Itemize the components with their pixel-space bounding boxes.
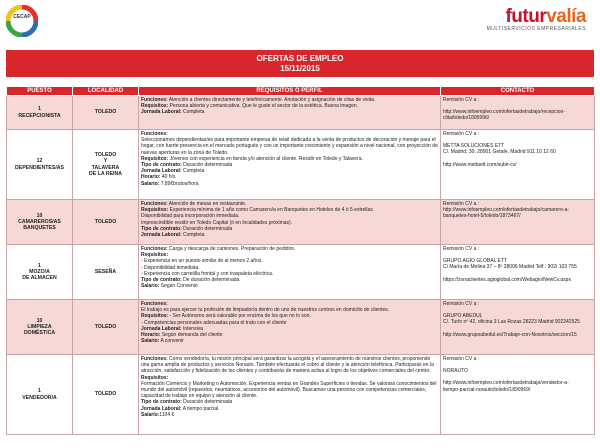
job-location-line: DE LA REINA (89, 170, 122, 177)
requirement-label: Funciones: (141, 97, 168, 103)
requirement-label: Salario: (141, 180, 160, 187)
table-row (7, 300, 595, 355)
requirement-line (141, 137, 438, 156)
requirement-line (141, 283, 438, 289)
contact-line: Remisión CV a : (443, 301, 480, 307)
requirement-text: Intensiva (181, 325, 203, 332)
contact-line: clita/toledo/1895996/ (443, 115, 490, 122)
contact-line: tiempo-parcial-norauto/toledo/1890969/ (443, 386, 531, 393)
requirement-text: Disponibilidad para incorporación inmediata. (141, 213, 240, 220)
job-position-line: 1 (38, 106, 41, 113)
job-location-line: TOLEDO (94, 323, 117, 330)
job-location-cell (73, 245, 139, 300)
requirement-label: Funciones: (141, 301, 168, 307)
requirement-line (141, 338, 438, 344)
requirement-label: Salario: (141, 411, 160, 418)
requirement-text: A tiempo parcial (181, 405, 219, 412)
job-location-line: TOLEDO (94, 218, 117, 225)
job-requirements-cell (139, 200, 441, 245)
job-position-line: 10 (36, 317, 43, 324)
requirement-label: Jornada Laboral: (141, 405, 182, 412)
requirement-label: Requisitos: (141, 374, 169, 381)
requirement-text: Persona abierta y comunicativa. Que le guste el sector de la estética. Buena imagen. (168, 103, 359, 110)
job-requirements-cell (139, 300, 441, 355)
requirement-label: Horario: (141, 332, 161, 339)
contact-line: GRUPO AGIO GLOBAL ETT (443, 258, 507, 265)
requirement-text: Duración determinada (181, 399, 233, 406)
requirement-text: Atención de mesas en restaurante. (167, 201, 247, 207)
contact-link[interactable]: http://www.grupoabedul.es/Trabaje-con-Nosotros/seccion/15 (443, 331, 577, 338)
job-position-line: DOMÉSTICA (23, 330, 56, 337)
requirement-text: Seleccionamos dependientas/es para importante empresa de retail dedicada a la venta de productos de decoración y menaje para el hogar, con fuerte presencia en el mercado portugués y con un importante crecimiento y expansión a nivel nacional, con proyección de nuevas aperturas en la zona de Toledo. (141, 137, 438, 156)
job-location-cell (73, 300, 139, 355)
header (0, 0, 600, 42)
job-position-line: 1 (38, 262, 41, 269)
requirement-text: Carga y descarga de camiones. Preparación de pedidos. (167, 246, 296, 252)
contact-line: Remisión CV a : (443, 356, 480, 362)
contact-line: banquetes-hotel-5/toledo/1873467/ (443, 213, 521, 220)
contact-line: Remisión CV a : (443, 201, 480, 207)
job-position-line: BANQUETES (23, 225, 56, 232)
requirement-text: 1104 € (159, 411, 175, 418)
table-header-row (7, 87, 595, 96)
table-row (7, 245, 595, 300)
requirement-text: Según Convenio (159, 283, 198, 290)
requirement-label: Salario: (141, 338, 160, 345)
contact-link[interactable]: http://www.infoempleo.com/ofertasdetrabajo/recepcion- (443, 109, 566, 116)
job-requirements-cell (139, 245, 441, 300)
header-localidad: LOCALIDAD (73, 87, 139, 96)
requirement-text: De duración determinada (181, 277, 240, 284)
requirement-label: Tipo de contrato: (141, 399, 182, 406)
cecap-logo-text: CECAP (13, 14, 31, 20)
requirement-label: Tipo de contrato: (141, 277, 182, 284)
job-location-line: TOLEDO (94, 152, 117, 159)
contact-line: NORAUTO (443, 368, 468, 375)
job-offers-table (6, 86, 595, 435)
job-position-line: RECEPCIONISTA (18, 112, 61, 119)
contact-line: Remisión CV a : (443, 246, 480, 252)
brand-name: futurvalía (505, 6, 586, 27)
requirement-text: Atención a clientes directamente y telefónicamente. Anotación y asignación de citas de visita. (167, 97, 376, 103)
job-position-line: DE ALMACEN (22, 275, 57, 282)
contact-link[interactable]: http://www.infoempleo.com/ofertasdetrabajo/vendedor-a- (443, 380, 569, 387)
requirement-line (141, 181, 438, 187)
job-position-line: 1 (38, 388, 41, 395)
requirement-label: Funciones: (141, 246, 168, 252)
requirement-text: Experiencia mínima de 1 año como Camarero/a en Banquetes en Hoteles de 4 ó 5 estrellas. (168, 207, 375, 214)
contact-link[interactable]: http://www.infoempleo.com/ofertasdetrabajo/camarero-a- (443, 207, 569, 214)
requirement-label: Funciones: (141, 356, 168, 362)
job-location-cell (73, 200, 139, 245)
job-location-cell (73, 355, 139, 435)
requirement-label: Requisitos: (141, 207, 169, 214)
table-row (7, 130, 595, 200)
job-contact-cell (441, 96, 595, 130)
requirement-text: - Disponibilidad inmediata. (141, 264, 200, 271)
requirement-text: - Experiencia en un puesto similar de al menos 2 años. (141, 258, 263, 265)
requirement-text: - Ser Autónomo será valorable por encima de los que no lo son. (168, 313, 311, 320)
job-contact-cell (441, 130, 595, 200)
job-location-cell (73, 130, 139, 200)
contact-link[interactable]: http://www.mettaett.com/subir-cv/ (443, 161, 517, 168)
job-position-line: MOZO/A (29, 268, 50, 275)
table-row (7, 200, 595, 245)
contact-line: C/. Turín nº 42, oficina 3 Las Rozas 28223 Madrid 902242525 (443, 319, 580, 326)
job-contact-cell (441, 245, 595, 300)
job-position-cell (7, 300, 73, 355)
header-requisitos: REQUISITOS O PERFIL (139, 87, 441, 96)
requirement-text: Completa (181, 232, 205, 239)
requirement-text: Completa (181, 168, 205, 175)
brand-subtitle: MULTISERVICIOS EMPRESARIALES (486, 26, 586, 32)
requirement-text: Formación Comercio y Marketing o Automoción. Experiencia ventas en Grandes Superficies o tiendas. Se valorará conocimientos del mundo del automóvil (repuestos, neumáticos, accesorios del automóvil). Buscamos una persona con competencias comerciales, capacidad de trabajo en equipo y atención al cliente. (141, 380, 437, 400)
job-contact-cell (441, 200, 595, 245)
job-contact-cell (441, 300, 595, 355)
job-position-cell (7, 96, 73, 130)
job-position-line: LIMPIEZA (27, 323, 52, 330)
job-position-cell (7, 200, 73, 245)
requirement-text: - Experiencia con carretilla frontal y con traspaleta eléctrica. (141, 270, 274, 277)
job-location-line: SESEÑA (94, 268, 117, 275)
contact-line: METTA SOLUCIONES ETT (443, 143, 505, 150)
contact-link[interactable]: https://zonaclientes.agioglobal.com/Webagio/NewCv.aspx (443, 276, 571, 283)
requirement-label: Tipo de contrato: (141, 225, 182, 232)
requirement-line (141, 412, 438, 418)
requirement-label: Funciones: (141, 131, 168, 137)
requirement-label: Jornada Laboral: (141, 232, 182, 239)
requirement-line (141, 232, 438, 238)
cecap-logo-icon (6, 5, 38, 37)
contact-line: GRUPO ABEDUL (443, 313, 483, 320)
job-location-line: TOLEDO (94, 391, 117, 398)
requirement-label: Salario: (141, 283, 160, 290)
requirement-text: Según demanda del cliente (160, 332, 223, 339)
job-location-line: TOLEDO (94, 109, 117, 116)
requirement-label: Jornada Laboral: (141, 168, 182, 175)
job-position-line: DEPENDIENTES/AS (14, 164, 64, 171)
requirement-text: El trabajo es para ejercer tu profesión de limpiador/a dentro de uno de nuestros centros en domicilio de clientes. (141, 307, 390, 314)
job-position-line: CAMAREROS/AS (18, 218, 61, 225)
requirement-line (141, 109, 438, 115)
requirement-label: Requisitos: (141, 103, 169, 110)
banner-title: OFERTAS DE EMPLEO (256, 54, 344, 63)
requirement-text: 7,89€brutos/hora (159, 180, 199, 187)
requirement-text: Duración determinada (181, 225, 233, 232)
requirement-text: A convenir (159, 338, 184, 345)
job-position-line: 10 (36, 212, 43, 219)
table-row (7, 355, 595, 435)
header-contacto: CONTACTO (441, 87, 595, 96)
requirement-label: Requisitos: (141, 155, 169, 162)
requirement-text: Como vendedor/a, tu misión principal será garantizar la acogida y el asesoramiento de nuestros clientes, proponiendo una gama amplia de productos y servicios Norauto. También efectuarás el cobro al cliente y la atención telefónica. Participarás en la atracción, satisfacción y fidelización de los clientes y contribuirás de manera activa al logro de los objetivos comerciales del centro. (141, 356, 434, 375)
requirement-label: Jornada Laboral: (141, 325, 182, 332)
requirement-label: Horario: (141, 174, 161, 181)
requirement-text: Imprescindible residir en Toledo Capital (ó en localidades próximas). (141, 219, 293, 226)
job-position-line: VENDEDOR/A (22, 394, 57, 401)
futurvalia-logo (487, 8, 586, 32)
requirement-text: 40 h/s (160, 174, 176, 181)
job-position-cell (7, 130, 73, 200)
banner-date: 15/11/2015 (280, 64, 320, 73)
job-requirements-cell (139, 130, 441, 200)
table-row (7, 96, 595, 130)
job-location-cell (73, 96, 139, 130)
requirement-label: Requisitos: (141, 252, 169, 259)
requirement-line (141, 381, 438, 400)
job-location-line: Y (103, 158, 108, 165)
contact-line: C/. Madrid, 30, 28901 Getafe, Madrid 911 10 12 60 (443, 149, 556, 156)
requirement-text: Duración determinada (181, 162, 233, 169)
contact-line: Remisión CV a : (443, 131, 480, 137)
job-location-line: TALAVERA (91, 164, 120, 171)
requirement-label: Funciones: (141, 201, 168, 207)
requirement-label: Requisitos: (141, 313, 169, 320)
offers-banner (6, 50, 594, 77)
job-requirements-cell (139, 96, 441, 130)
job-contact-cell (441, 355, 595, 435)
contact-line: C\ María de Molina 37 – 8º 28006 Madrid Telf.: 902/ 103 755 (443, 264, 577, 271)
requirement-line (141, 356, 438, 375)
header-puesto: PUESTO (7, 87, 73, 96)
job-position-cell (7, 355, 73, 435)
requirement-text: - Competencias personales adecuadas para el trato con el cliente (141, 319, 287, 326)
requirement-label: Tipo de contrato: (141, 162, 182, 169)
requirement-text: Completa (181, 109, 205, 116)
job-position-cell (7, 245, 73, 300)
requirement-label: Jornada Laboral: (141, 109, 182, 116)
job-requirements-cell (139, 355, 441, 435)
contact-line: Remisión CV a : (443, 97, 480, 103)
job-position-line: 12 (36, 158, 43, 165)
requirement-text: Jóvenes con experiencia en tienda y/o atención al cliente. Residir en Toledo y Talavera. (168, 155, 363, 162)
